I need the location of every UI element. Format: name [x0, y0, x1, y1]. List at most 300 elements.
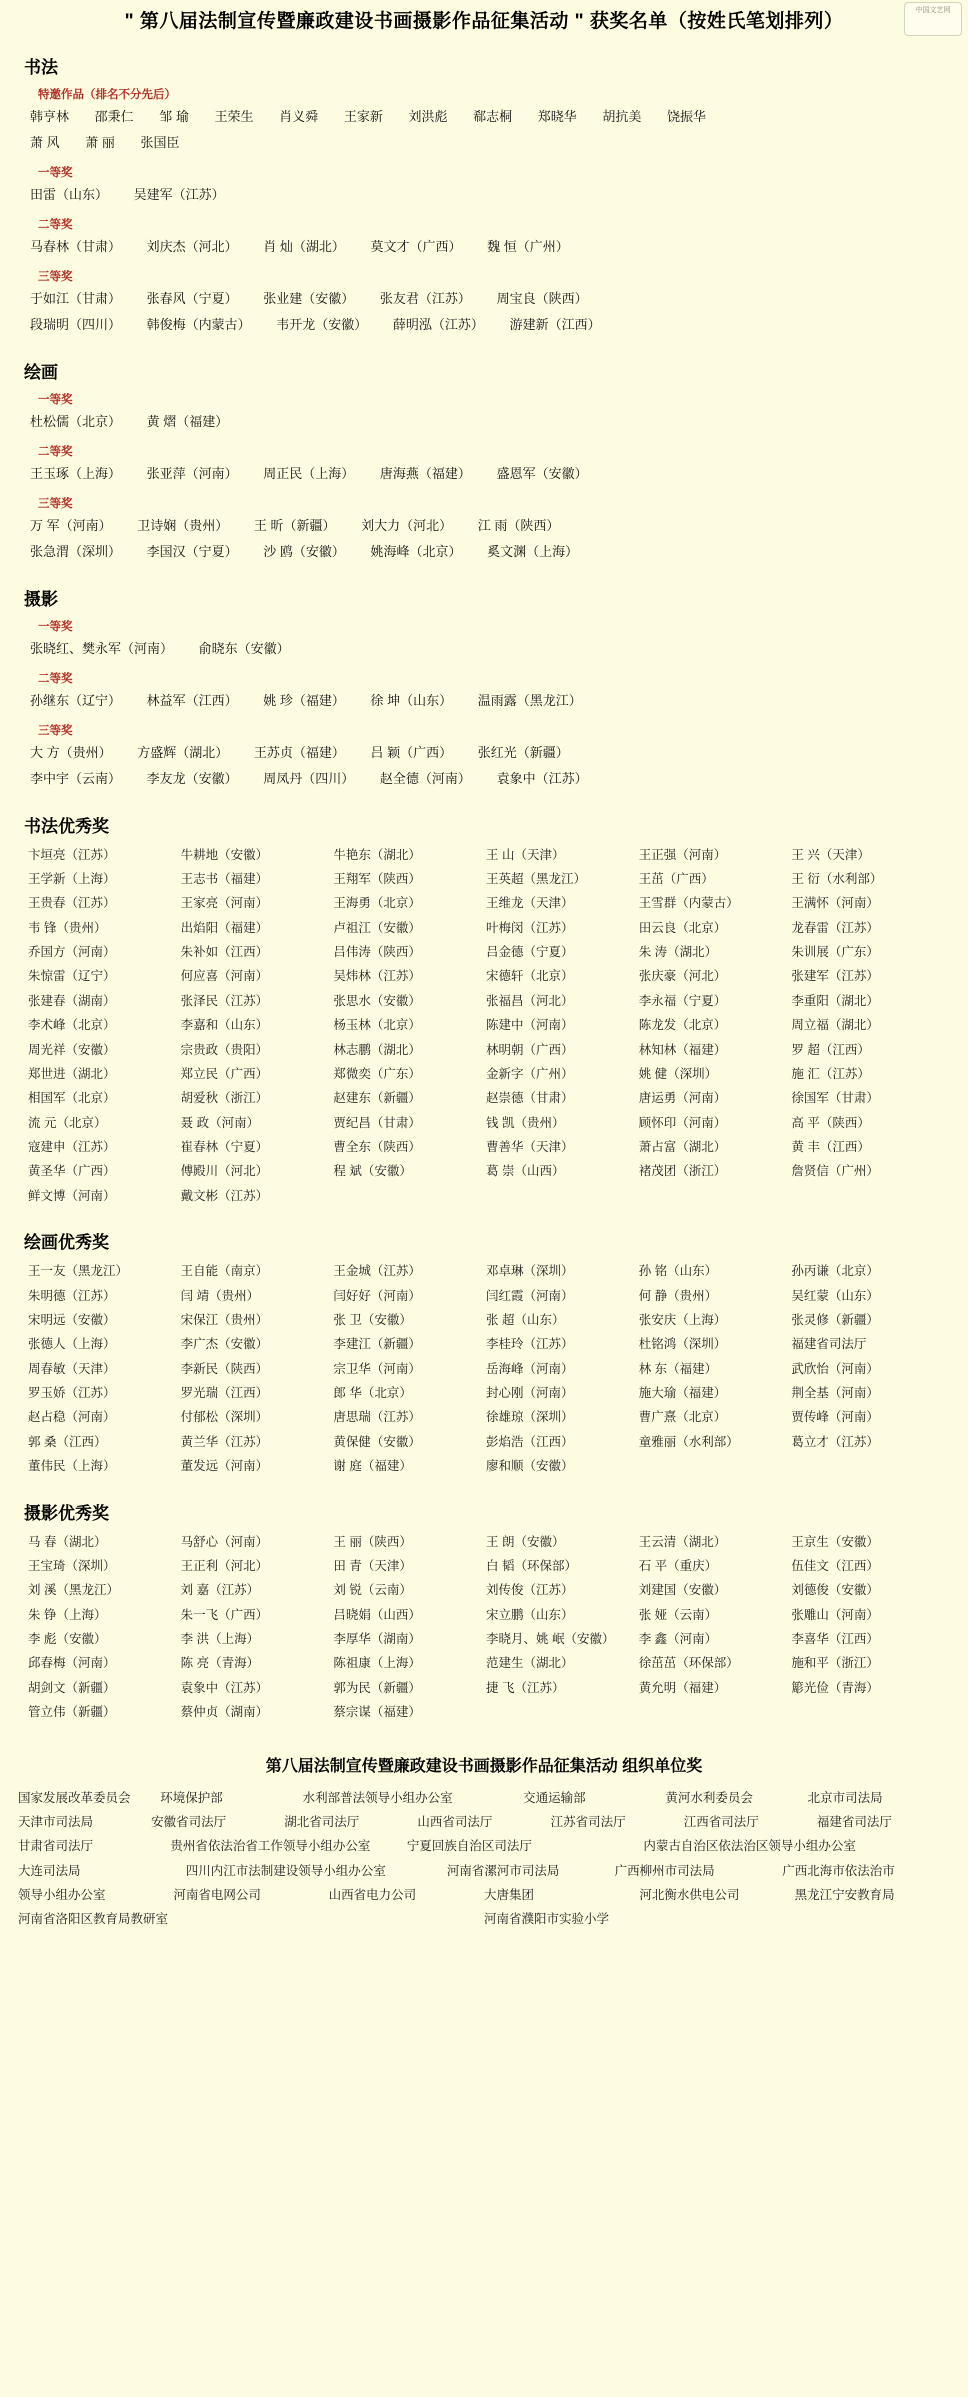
table-row: [28, 1700, 944, 1724]
awardee: 韦 锋（贵州）: [28, 920, 107, 935]
awardee: 宗卫华（河南）: [333, 1361, 421, 1376]
awardee: 王金城（江苏）: [333, 1264, 421, 1279]
awardee: 王维龙（天津）: [486, 896, 574, 911]
awardee: 吴炜林（江苏）: [333, 969, 421, 984]
awardee: 王 丽（陕西）: [333, 1534, 412, 1549]
awardee: 杜松儒（北京）: [30, 413, 122, 429]
awardee: 袁象中（江苏）: [496, 770, 588, 786]
awardee: [333, 1184, 486, 1208]
awardee: 吕晓娟（山西）: [333, 1607, 421, 1622]
list-item: [18, 1907, 950, 1931]
awardee: 相国军（北京）: [28, 1091, 116, 1106]
awardee: 周宝良（陕西）: [496, 290, 588, 306]
award-grid: [28, 843, 944, 1209]
awardee: 范建生（湖北）: [486, 1656, 574, 1671]
awardee: 李喜华（江西）: [791, 1632, 879, 1646]
awardee: 刘 溪（黑龙江）: [28, 1583, 119, 1598]
organization-name: 交通运输部: [523, 1790, 586, 1805]
awardee: 王志书（福建）: [180, 871, 269, 886]
organization-name: 大连司法局: [18, 1863, 81, 1878]
table-row: [28, 1651, 944, 1675]
awardee: 李 彪（安徽）: [28, 1632, 107, 1646]
awardee: 荆全基（河南）: [791, 1386, 879, 1400]
awardee: 赵建东（新疆）: [333, 1091, 421, 1106]
awardee: 张泽民（江苏）: [180, 993, 269, 1008]
table-row: [28, 1603, 944, 1627]
list-item: [18, 1786, 950, 1810]
awardee: 郗志桐: [473, 108, 513, 124]
organization-name: 山西省司法厅: [417, 1814, 493, 1829]
awardee: 李国汉（宁夏）: [146, 543, 238, 559]
awardee: 段瑞明（四川）: [30, 316, 122, 332]
section-title-huihua-excellent: 绘画优秀奖: [24, 1233, 109, 1253]
awardee: 姚 健（深圳）: [638, 1066, 718, 1081]
group-label: 一等奖: [38, 393, 73, 406]
awardee: 王翔军（陕西）: [333, 871, 421, 886]
awardee: 王贵春（江苏）: [28, 896, 116, 911]
awardee: 孙丙谦（北京）: [791, 1264, 879, 1279]
awardee: 王宝琦（深圳）: [28, 1558, 116, 1573]
awardee: 黄保健（安徽）: [333, 1434, 421, 1449]
awardee: 王海勇（北京）: [333, 896, 421, 911]
organization-name: 江苏省司法厅: [550, 1814, 626, 1829]
organization-name: 天津市司法局: [18, 1814, 94, 1829]
name-list: [30, 636, 944, 662]
awardee: 张思水（安徽）: [333, 993, 421, 1008]
awardee: 杜铭鸿（深圳）: [638, 1337, 727, 1352]
awardee: 赵占稳（河南）: [28, 1410, 116, 1425]
table-row: [28, 1013, 944, 1037]
awardee: 李中宇（云南）: [30, 770, 122, 786]
organization-name: 黑龙江宁安教育局: [794, 1888, 895, 1902]
awardee: 张建春（湖南）: [28, 993, 116, 1008]
section-title-shufa-excellent: 书法优秀奖: [24, 816, 109, 836]
awardee: 李广杰（安徽）: [180, 1337, 269, 1352]
section-title-huihua: 绘画: [24, 362, 58, 382]
awardee: 朱明德（江苏）: [28, 1288, 116, 1303]
awardee: 肖义舜: [279, 108, 319, 124]
awardee: [791, 1184, 944, 1208]
awardee: 徐 坤（山东）: [370, 692, 453, 708]
list-item: [18, 1810, 950, 1834]
awardee: 邓卓琳（深圳）: [486, 1264, 574, 1279]
organization-name: 大唐集团: [483, 1888, 534, 1902]
awardee: 程 斌（安徽）: [333, 1164, 412, 1179]
awardee: 高 平（陕西）: [791, 1115, 870, 1130]
awardee: 宋明远（安徽）: [28, 1312, 116, 1327]
awardee: 唐海燕（福建）: [379, 465, 471, 481]
awardee: 张德人（上海）: [28, 1337, 116, 1352]
awardee: 刘德俊（安徽）: [791, 1583, 879, 1598]
awardee: [486, 1184, 639, 1208]
awardee: 闫好好（河南）: [333, 1288, 421, 1303]
organization-name: 宁夏回族自治区司法厅: [406, 1839, 532, 1854]
awardee: 郑立民（广西）: [180, 1066, 269, 1081]
awardee: 李友龙（安徽）: [146, 770, 238, 786]
name-list: [30, 409, 944, 435]
awardee: [791, 1454, 944, 1478]
awardee: 林知林（福建）: [638, 1042, 727, 1057]
awardee: 陈 亮（青海）: [180, 1656, 260, 1671]
awardee: 出焰阳（福建）: [180, 920, 269, 935]
awardee: 贾传峰（河南）: [791, 1410, 879, 1425]
awardee: 叶梅闵（江苏）: [486, 920, 574, 935]
awardee: 周正民（上海）: [263, 465, 355, 481]
awardee: 刘传俊（江苏）: [486, 1583, 574, 1598]
awardee: 卞垣亮（江苏）: [28, 847, 116, 862]
awardee: 葛立才（江苏）: [791, 1434, 879, 1449]
awardee: 王玉琢（上海）: [30, 465, 122, 481]
awardee: 韦开龙（安徽）: [276, 316, 368, 332]
list-item: [18, 1834, 950, 1858]
awardee: 李厚华（湖南）: [333, 1632, 421, 1646]
awardee: 肖 灿（湖北）: [263, 238, 345, 254]
table-row: [28, 1405, 944, 1429]
awardee: 万 军（河南）: [30, 517, 112, 533]
awardee: 李术峰（北京）: [28, 1018, 116, 1033]
awardee: 王京生（安徽）: [791, 1534, 879, 1549]
awardee: 曹广熹（北京）: [638, 1410, 727, 1425]
awardee: [639, 1454, 792, 1478]
table-row: [28, 1332, 944, 1356]
awardee: 石 平（重庆）: [638, 1558, 718, 1573]
awardee: 伍佳文（江西）: [791, 1558, 879, 1573]
table-row: [28, 1554, 944, 1578]
awardee: 曹善华（天津）: [486, 1140, 574, 1154]
awardee: 褚茂团（浙江）: [638, 1164, 727, 1179]
awardee: 刘建国（安徽）: [638, 1583, 727, 1598]
awardee: 吴建军（江苏）: [133, 186, 225, 202]
awardee: 唐思瑞（江苏）: [333, 1410, 421, 1425]
table-row: [28, 1381, 944, 1405]
group-label: 一等奖: [38, 620, 73, 633]
awardee: 施大瑜（福建）: [638, 1386, 727, 1400]
awardee: 袁象中（江苏）: [180, 1680, 269, 1695]
awardee: 薛明泓（江苏）: [392, 316, 484, 332]
organization-name: 四川内江市法制建设领导小组办公室: [185, 1863, 386, 1878]
awardee: 鲜文博（河南）: [28, 1188, 116, 1203]
organization-name: 广西北海市依法治市: [782, 1863, 895, 1878]
table-row: [28, 1357, 944, 1381]
table-row: [28, 1184, 944, 1208]
awardee: 黄圣华（广西）: [28, 1164, 116, 1179]
awardee: 温雨露（黑龙江）: [477, 692, 582, 708]
awardee: 张雕山（河南）: [791, 1607, 879, 1622]
group-label: 一等奖: [38, 166, 73, 179]
awardee: 龙春雷（江苏）: [791, 920, 879, 935]
awardee: 彭焰浩（江西）: [486, 1434, 574, 1449]
awardee: 林益军（江西）: [146, 692, 238, 708]
organization-name: 河南省濮阳市实验小学: [484, 1912, 610, 1927]
awardee: 王 兴（天津）: [791, 847, 870, 862]
awardee: 李永福（宁夏）: [638, 993, 727, 1008]
organization-name: 环境保护部: [160, 1790, 223, 1805]
awardee: 封心刚（河南）: [486, 1386, 574, 1400]
awardee: 闫 靖（贵州）: [180, 1288, 260, 1303]
awardee: 赵全德（河南）: [379, 770, 471, 786]
awardee: 曹全东（陕西）: [333, 1140, 421, 1154]
awardee: 张业建（安徽）: [263, 290, 355, 306]
awardee: 王自能（南京）: [180, 1264, 269, 1279]
awardee: 王家亮（河南）: [180, 896, 269, 911]
awardee: 廖和顺（安徽）: [486, 1459, 574, 1474]
awardee: 李晓月、姚 岷（安徽）: [486, 1632, 615, 1646]
awardee: 赵崇德（甘肃）: [486, 1091, 574, 1106]
name-list: [30, 688, 944, 714]
organization-name: 内蒙古自治区依法治区领导小组办公室: [643, 1839, 856, 1854]
awardee: 朱惊雷（辽宁）: [28, 969, 116, 984]
awardee: 李桂玲（江苏）: [486, 1337, 574, 1352]
awardee: 寇建申（江苏）: [28, 1140, 116, 1154]
awardee: 管立伟（新疆）: [28, 1705, 116, 1720]
awardee: 朱 铮（上海）: [28, 1607, 107, 1622]
group-label: 三等奖: [38, 497, 73, 510]
awardee: 黄 丰（江西）: [791, 1140, 870, 1154]
awardee: 张国臣: [140, 134, 180, 150]
awardee: 王雪群（内蒙古）: [638, 896, 739, 911]
awardee: 王英超（黑龙江）: [486, 871, 587, 886]
awardee: 游建新（江西）: [509, 316, 601, 332]
awardee: 王 山（天津）: [486, 847, 565, 862]
awardee: 朱 涛（湖北）: [638, 945, 718, 959]
name-list: [30, 740, 944, 792]
awardee: 江 雨（陕西）: [477, 517, 560, 533]
awardee: 周凤丹（四川）: [263, 770, 355, 786]
section-title-sheying-excellent: 摄影优秀奖: [24, 1503, 109, 1523]
awardee: 戴文彬（江苏）: [180, 1188, 269, 1203]
awardee: 罗光瑞（江西）: [180, 1386, 269, 1400]
awardee: 奚文渊（上海）: [487, 543, 579, 559]
organization-name: 湖北省司法厅: [284, 1814, 360, 1829]
awardee: 田云良（北京）: [638, 920, 727, 935]
awardee: 周立福（湖北）: [791, 1018, 879, 1033]
group-label: 三等奖: [38, 724, 73, 737]
awardee: 朱一飞（广西）: [180, 1607, 269, 1622]
awardee: 孙继东（辽宁）: [30, 692, 122, 708]
awardee: 张安庆（上海）: [638, 1312, 727, 1327]
awardee: 岳海峰（河南）: [486, 1361, 574, 1376]
awardee: 莫文才（广西）: [370, 238, 462, 254]
excellent-awards: [24, 812, 944, 1731]
awardee: 萧 丽: [85, 134, 115, 150]
awardee: 陈建中（河南）: [486, 1018, 574, 1033]
awardee: 张建军（江苏）: [791, 969, 879, 984]
awardee: 方盛辉（湖北）: [137, 744, 229, 760]
awardee: 武欣怡（河南）: [791, 1361, 879, 1376]
awardee: 何 静（贵州）: [638, 1288, 718, 1303]
awardee: 王苏贞（福建）: [253, 744, 345, 760]
awardee: 盛恩军（安徽）: [496, 465, 588, 481]
awardee: 郑世进（湖北）: [28, 1066, 116, 1081]
awardee: 胡爱秋（浙江）: [180, 1091, 269, 1106]
group-label: 特邀作品（排名不分先后）: [38, 88, 176, 101]
awardee: 白 韬（环保部）: [486, 1558, 577, 1573]
awardee: 顾怀印（河南）: [638, 1115, 727, 1130]
organization-name: 福建省司法厅: [816, 1814, 892, 1829]
awardee: 沙 鸥（安徽）: [263, 543, 345, 559]
name-list: [30, 234, 944, 260]
awardee: 吴红蒙（山东）: [791, 1288, 879, 1303]
awardee: [639, 1184, 792, 1208]
awardee: 张 超（山东）: [486, 1312, 565, 1327]
awardee: 张晓红、樊永军（河南）: [30, 640, 174, 656]
awardee: 贾纪昌（甘肃）: [333, 1115, 421, 1130]
award-sections: [0, 53, 968, 1731]
table-row: [28, 1530, 944, 1554]
awardee: [486, 1700, 639, 1724]
awardee: 王一友（黑龙江）: [28, 1264, 129, 1279]
awardee: 林志鹏（湖北）: [333, 1042, 421, 1057]
table-row: [28, 1062, 944, 1086]
awardee: 马 春（湖北）: [28, 1534, 107, 1549]
awardee: 张春风（宁夏）: [146, 290, 238, 306]
awardee: 邱春梅（河南）: [28, 1656, 116, 1671]
table-row: [28, 1159, 944, 1183]
organization-award-title: 第八届法制宣传暨廉政建设书画摄影作品征集活动 组织单位奖: [265, 1757, 703, 1775]
table-row: [28, 1676, 944, 1700]
awardee: 王满怀（河南）: [791, 896, 879, 911]
table-row: [28, 964, 944, 988]
awardee: 宋保江（贵州）: [180, 1312, 269, 1327]
awardee: 于如江（甘肃）: [30, 290, 122, 306]
organization-name: 山西省电力公司: [328, 1888, 417, 1902]
awardee: 黄兰华（江苏）: [180, 1434, 269, 1449]
awardee: 宋德轩（北京）: [486, 969, 574, 984]
awardee: 福建省司法厅: [791, 1337, 867, 1352]
list-item: [18, 1859, 950, 1883]
awardee: 刘庆杰（河北）: [146, 238, 238, 254]
awardee: 刘 嘉（江苏）: [180, 1583, 260, 1598]
awardee: 郎 华（北京）: [333, 1386, 412, 1400]
name-list: [30, 286, 944, 338]
awardee: 宗贵政（贵阳）: [180, 1042, 269, 1057]
awardee: 付郁松（深圳）: [180, 1410, 269, 1425]
awardee: 王学新（上海）: [28, 871, 116, 886]
awardee: 刘大力（河北）: [361, 517, 453, 533]
awardee: 陈龙发（北京）: [638, 1018, 727, 1033]
awardee: 罗 超（江西）: [791, 1042, 870, 1057]
awardee: 聂 政（河南）: [180, 1115, 260, 1130]
awardee: 朱补如（江西）: [180, 945, 269, 959]
organization-name: 领导小组办公室: [18, 1888, 106, 1902]
awardee: 张亚萍（河南）: [146, 465, 238, 481]
awardee: 刘洪彪: [408, 108, 448, 124]
awardee: 周光祥（安徽）: [28, 1042, 116, 1057]
awardee: 罗玉娇（江苏）: [28, 1386, 116, 1400]
awardee: 黄允明（福建）: [638, 1680, 727, 1695]
table-row: [28, 843, 944, 867]
awardee: 张 娅（云南）: [638, 1607, 718, 1622]
awardee: 胡剑文（新疆）: [28, 1680, 116, 1695]
table-row: [28, 916, 944, 940]
awardee: 徐雄琼（深圳）: [486, 1410, 574, 1425]
awardee: 牛艳东（湖北）: [333, 847, 421, 862]
awardee: 林明朝（广西）: [486, 1042, 574, 1057]
awardee: 王荣生: [214, 108, 254, 124]
award-grid: [28, 1259, 944, 1478]
awardee: 邵秉仁: [94, 108, 134, 124]
awardee: 王 昕（新疆）: [253, 517, 336, 533]
table-row: [28, 1135, 944, 1159]
awardee: 杨玉林（北京）: [333, 1018, 421, 1033]
awardee: 郑微奕（广东）: [333, 1066, 421, 1081]
awardee: 张红光（新疆）: [477, 744, 569, 760]
awardee: 董伟民（上海）: [28, 1459, 116, 1474]
awardee: 宋立鹏（山东）: [486, 1607, 574, 1622]
awardee: 童雅丽（水利部）: [638, 1434, 739, 1449]
award-grid: [28, 1530, 944, 1725]
awardee: 郑晓华: [537, 108, 577, 124]
table-row: [28, 1578, 944, 1602]
organization-name: 河南省洛阳区教育局教研室: [18, 1912, 169, 1927]
organization-name: 河南省电网公司: [173, 1888, 261, 1902]
table-row: [28, 1284, 944, 1308]
organization-name: 水利部普法领导小组办公室: [302, 1790, 453, 1805]
awardee: 蔡仲贞（湖南）: [180, 1705, 269, 1720]
awardee: 葛 崇（山西）: [486, 1164, 565, 1179]
awardee: 张福昌（河北）: [486, 993, 574, 1008]
awardee: 崔春林（宁夏）: [180, 1140, 269, 1154]
name-list: [30, 104, 944, 156]
awardee: 孙 铭（山东）: [638, 1264, 718, 1279]
awardee: 王茁（广西）: [638, 871, 714, 886]
awardee: 王云清（湖北）: [638, 1534, 727, 1549]
name-list: [30, 461, 944, 487]
awardee: 蔡宗谋（福建）: [333, 1705, 421, 1720]
group-label: 二等奖: [38, 218, 73, 231]
awardee: 王 衍（水利部）: [791, 871, 883, 886]
table-row: [28, 1259, 944, 1283]
organization-name: 黄河水利委员会: [665, 1790, 753, 1805]
organization-name: 江西省司法厅: [683, 1814, 759, 1829]
awardee: 董发远（河南）: [180, 1459, 269, 1474]
awardee: 黄 熠（福建）: [146, 413, 229, 429]
organization-name: 河南省漯河市司法局: [446, 1863, 560, 1878]
awardee: 张急渭（深圳）: [30, 543, 122, 559]
awardee: 俞晓东（安徽）: [198, 640, 290, 656]
awardee: 吕伟涛（陕西）: [333, 945, 421, 959]
table-row: [28, 940, 944, 964]
awardee: 胡抗美: [602, 108, 642, 124]
awardee: 周春敏（天津）: [28, 1361, 116, 1376]
awardee: 闫红霞（河南）: [486, 1288, 574, 1303]
awardee: 王正强（河南）: [638, 847, 727, 862]
awardee: 卢祖江（安徽）: [333, 920, 421, 935]
awardee: 金新字（广州）: [486, 1066, 574, 1081]
table-row: [28, 1308, 944, 1332]
awardee: 郭为民（新疆）: [333, 1680, 421, 1695]
awardee: 韩俊梅（内蒙古）: [146, 316, 251, 332]
awardee: 魏 恒（广州）: [487, 238, 569, 254]
table-row: [28, 989, 944, 1013]
organization-name: 北京市司法局: [807, 1790, 883, 1805]
table-row: [28, 1627, 944, 1651]
awardee: 韩亨林: [30, 108, 70, 124]
awardee: 张友君（江苏）: [379, 290, 471, 306]
organization-name: 河北衡水供电公司: [639, 1888, 740, 1902]
awardee: 张庆豪（河北）: [638, 969, 727, 984]
table-row: [28, 1111, 944, 1135]
awardee: 何应喜（河南）: [180, 969, 269, 984]
awardee: [791, 1700, 944, 1724]
awardee: 李建江（新疆）: [333, 1337, 421, 1352]
table-row: [28, 867, 944, 891]
awardee: 谢 庭（福建）: [333, 1459, 412, 1474]
table-row: [28, 1086, 944, 1110]
watermark: 中国文艺网: [904, 2, 962, 36]
organization-name: 贵州省依法治省工作领导小组办公室: [170, 1839, 371, 1854]
table-row: [28, 1038, 944, 1062]
